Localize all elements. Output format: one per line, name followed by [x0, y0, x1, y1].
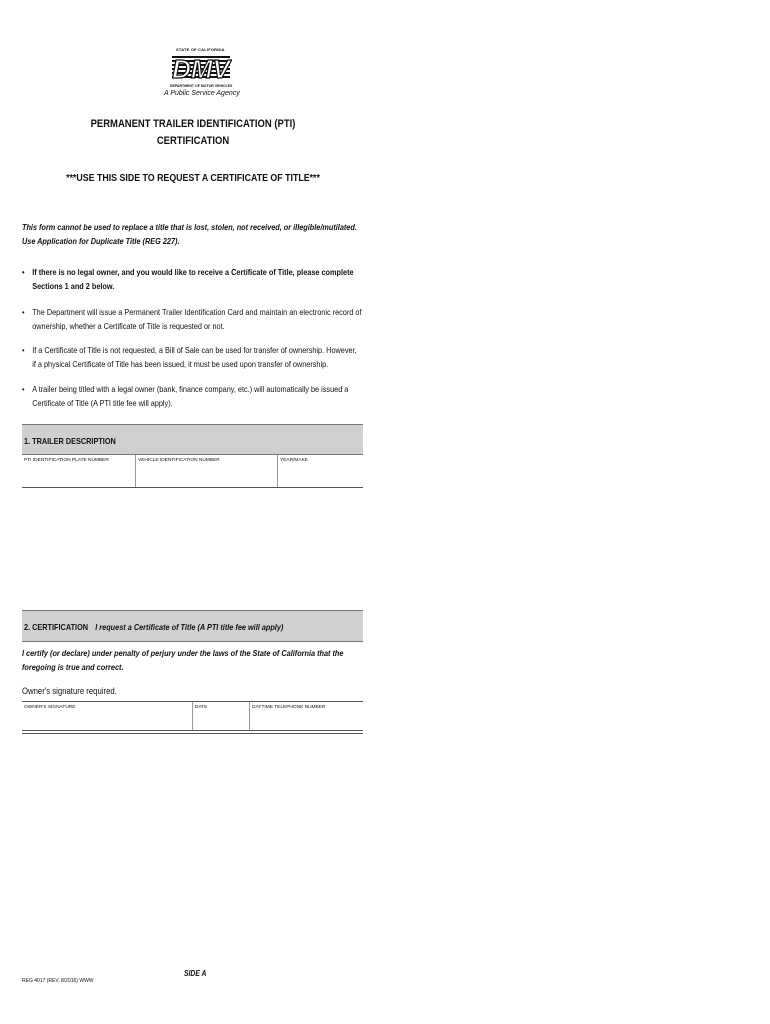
section1-header: [22, 424, 363, 455]
form-title-line1: PERMANENT TRAILER IDENTIFICATION (PTI): [90, 118, 296, 130]
owner-signature-field[interactable]: [22, 702, 192, 730]
divider: [22, 733, 363, 734]
trailer-description-row: [22, 454, 363, 488]
section2-heading-note: I request a Certificate of Title (A PTI title fee will apply): [95, 622, 284, 632]
signature-row: [22, 701, 363, 731]
signature-note: Owner's signature required.: [22, 686, 117, 696]
use-side-notice: ***USE THIS SIDE TO REQUEST A CERTIFICATE OF TITLE***: [66, 172, 320, 184]
bullet-item: • A trailer being titled with a legal owner (bank, finance company, etc.) will automatically be issued a Certificate of Title (A PTI title fee will apply).: [22, 384, 349, 408]
daytime-phone-field[interactable]: [249, 702, 364, 730]
form-title-line2: CERTIFICATION: [156, 135, 230, 147]
bullet-item: • The Department will issue a Permanent Trailer Identification Card and maintain an electronic record of ownership, whether a Certificate of Title is requested or not.: [22, 307, 362, 331]
side-label: SIDE A: [183, 969, 207, 978]
pti-plate-label: PTI IDENTIFICATION PLATE NUMBER: [24, 458, 109, 463]
pti-plate-field[interactable]: [22, 455, 135, 487]
section2-heading: 2. CERTIFICATION: [24, 622, 89, 632]
dmv-logo: [170, 53, 232, 88]
year-make-label: YEAR/MAKE: [280, 458, 308, 463]
daytime-phone-label: DAYTIME TELEPHONE NUMBER: [252, 705, 326, 710]
date-label: DATE: [195, 705, 208, 710]
agency-tagline: A Public Service Agency: [164, 90, 240, 97]
year-make-field[interactable]: [277, 455, 364, 487]
vin-field[interactable]: [135, 455, 278, 487]
bullet-item: • If there is no legal owner, and you would like to receive a Certificate of Title, please complete Sections 1 and 2 below.: [22, 267, 354, 291]
form-code: REG 4017 (REV. 8/2016) WWW: [22, 978, 94, 984]
owner-signature-label: OWNER'S SIGNATURE: [24, 705, 76, 710]
bullet-item: • If a Certificate of Title is not requested, a Bill of Sale can be used for transfer of ownership. However, if a physical Certificate of Title has been issued, it must be used upon transfer of ownership.: [22, 345, 357, 369]
date-field[interactable]: [192, 702, 250, 730]
svg-text:DMV: DMV: [172, 54, 230, 83]
certification-statement: I certify (or declare) under penalty of perjury under the laws of the State of California that the foregoing is true and correct.: [22, 648, 344, 672]
logo-state-text: STATE OF CALIFORNIA: [176, 47, 225, 52]
section2-header: [22, 610, 363, 642]
intro-notice: This form cannot be used to replace a title that is lost, stolen, not received, or illegible/mutilated. Use Application for Duplicate Title (REG 227).: [22, 222, 357, 246]
vin-label: VEHICLE IDENTIFICATION NUMBER: [138, 458, 220, 463]
section1-heading: 1. TRAILER DESCRIPTION: [24, 436, 116, 446]
logo-dept-text: DEPARTMENT OF MOTOR VEHICLES: [170, 84, 233, 88]
